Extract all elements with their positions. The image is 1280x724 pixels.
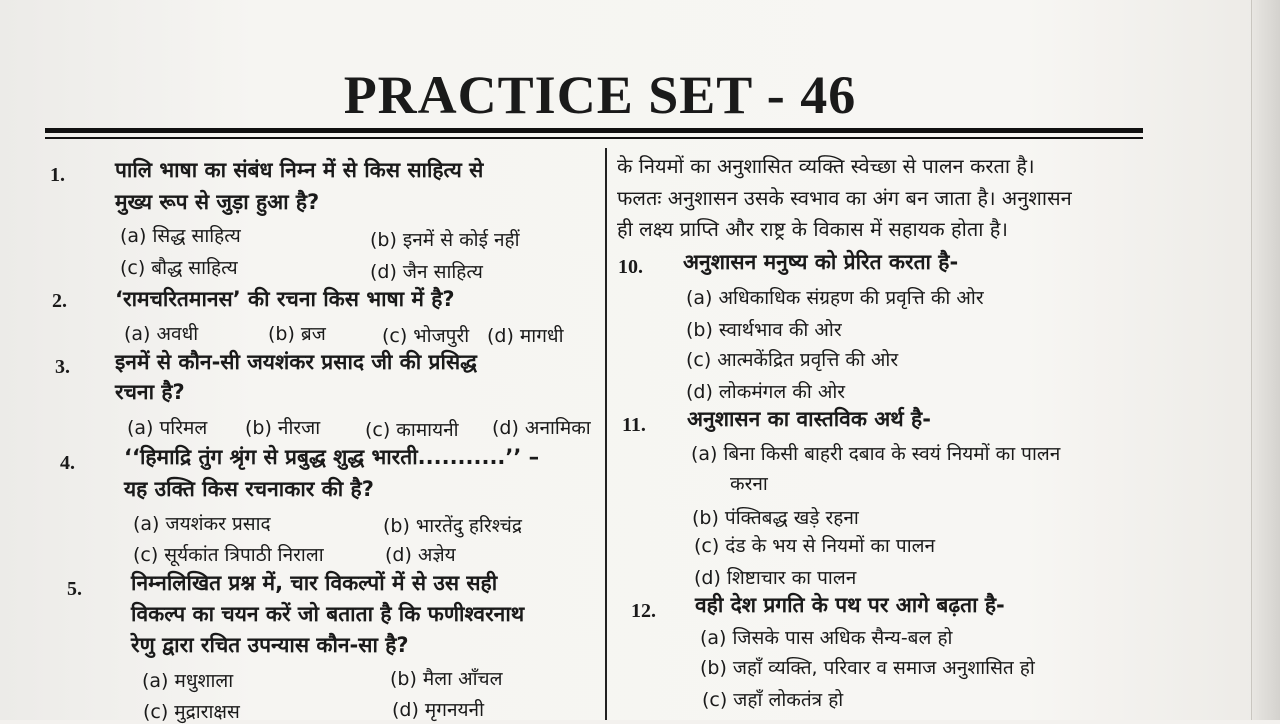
- option: (d) मृगनयनी: [392, 699, 485, 721]
- option: (c) आत्मकेंद्रित प्रवृत्ति की ओर: [686, 349, 899, 371]
- question-number: 11.: [622, 414, 646, 436]
- option: (c) मुद्राराक्षस: [143, 701, 240, 723]
- option: (c) बौद्ध साहित्य: [120, 257, 238, 279]
- passage-line: ही लक्ष्य प्राप्ति और राष्ट्र के विकास में सहायक होता है।: [617, 217, 1008, 241]
- question-number: 10.: [618, 256, 643, 278]
- option: (d) जैन साहित्य: [370, 261, 483, 283]
- passage-line: के नियमों का अनुशासित व्यक्ति स्वेच्छा से पालन करता है।: [617, 154, 1035, 178]
- page-edge-shadow: [1251, 0, 1280, 720]
- option: (d) मागधी: [487, 325, 564, 347]
- option: (a) बिना किसी बाहरी दबाव के स्वयं नियमों का पालन: [691, 443, 1061, 465]
- page-title: PRACTICE SET - 46: [343, 65, 857, 125]
- question-text: विकल्प का चयन करें जो बताता है कि फणीश्वरनाथ: [131, 602, 525, 626]
- option: (b) भारतेंदु हरिश्चंद्र: [383, 515, 522, 537]
- question-text: रचना है?: [115, 380, 185, 404]
- option: (a) मधुशाला: [142, 670, 234, 692]
- question-text: मुख्य रूप से जुड़ा हुआ है?: [115, 190, 320, 214]
- option: (b) जहाँ व्यक्ति, परिवार व समाज अनुशासित हो: [700, 657, 1035, 679]
- question-text: अनुशासन मनुष्य को प्रेरित करता है-: [683, 250, 959, 274]
- question-number: 1.: [50, 164, 65, 186]
- question-text: रेणु द्वारा रचित उपन्यास कौन-सा है?: [131, 633, 409, 657]
- option: (c) भोजपुरी: [382, 325, 470, 347]
- option: (a) परिमल: [127, 417, 208, 439]
- option: (d) लोकमंगल की ओर: [686, 381, 846, 403]
- column-divider: [605, 148, 607, 720]
- question-text: ‘रामचरितमानस’ की रचना किस भाषा में है?: [115, 287, 455, 311]
- question-text: यह उक्ति किस रचनाकार की है?: [124, 477, 374, 501]
- option: (c) सूर्यकांत त्रिपाठी निराला: [133, 544, 324, 566]
- question-number: 5.: [67, 578, 82, 600]
- option: (a) जयशंकर प्रसाद: [133, 513, 271, 535]
- option: (b) नीरजा: [245, 417, 321, 439]
- option: (c) जहाँ लोकतंत्र हो: [702, 689, 844, 711]
- option: (a) जिसके पास अधिक सैन्य-बल हो: [700, 627, 953, 649]
- title-rule-thin: [45, 137, 1143, 139]
- option: (d) अनामिका: [492, 417, 591, 439]
- question-number: 4.: [60, 452, 75, 474]
- option: (c) दंड के भय से नियमों का पालन: [694, 535, 936, 557]
- option: (b) मैला आँचल: [390, 668, 503, 690]
- question-text: निम्नलिखित प्रश्न में, चार विकल्पों में से उस सही: [131, 571, 498, 595]
- option: (d) शिष्टाचार का पालन: [694, 567, 857, 589]
- question-text: अनुशासन का वास्तविक अर्थ है-: [687, 407, 931, 431]
- question-number: 2.: [52, 290, 67, 312]
- question-text: पालि भाषा का संबंध निम्न में से किस साहित्य से: [115, 158, 484, 182]
- option: (c) कामायनी: [365, 419, 459, 441]
- question-text: वही देश प्रगति के पथ पर आगे बढ़ता है-: [695, 593, 1005, 617]
- question-number: 3.: [55, 356, 70, 378]
- option: करना: [730, 473, 768, 495]
- option: (b) ब्रज: [268, 323, 326, 345]
- option: (b) इनमें से कोई नहीं: [370, 229, 520, 251]
- question-number: 12.: [631, 600, 656, 622]
- option: (a) अधिकाधिक संग्रहण की प्रवृत्ति की ओर: [686, 287, 984, 309]
- option: (a) अवधी: [124, 323, 199, 345]
- option: (b) स्वार्थभाव की ओर: [686, 319, 842, 341]
- question-text: इनमें से कौन-सी जयशंकर प्रसाद जी की प्रसिद्ध: [115, 350, 477, 374]
- title-rule-thick: [45, 128, 1143, 133]
- question-text: ‘‘हिमाद्रि तुंग श्रृंग से प्रबुद्ध शुद्ध भारती...........’’ –: [124, 445, 540, 469]
- option: (b) पंक्तिबद्ध खड़े रहना: [692, 507, 859, 529]
- option: (d) अज्ञेय: [385, 544, 456, 566]
- passage-line: फलतः अनुशासन उसके स्वभाव का अंग बन जाता है। अनुशासन: [617, 186, 1072, 210]
- option: (a) सिद्ध साहित्य: [120, 225, 241, 247]
